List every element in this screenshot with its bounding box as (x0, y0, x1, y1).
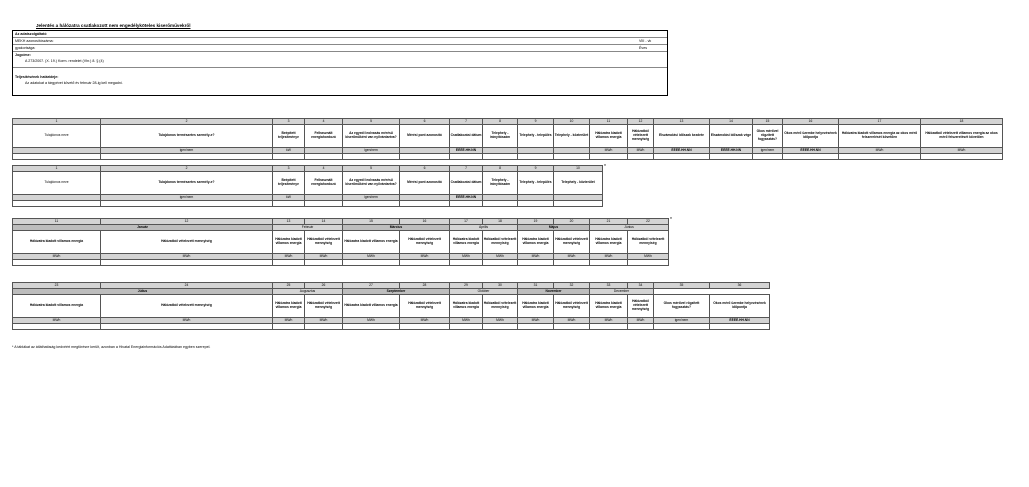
input-cell[interactable] (654, 154, 710, 160)
column-header: Hálózatból vételezett mennyiség (628, 231, 669, 254)
column-number: 1 (13, 166, 101, 172)
input-cell[interactable] (450, 201, 483, 207)
unit-cell: MWh (483, 254, 518, 260)
column-number: 26 (305, 283, 343, 289)
column-header: Hálózatra kiadott villamos energia (450, 231, 483, 254)
column-number: 34 (628, 283, 654, 289)
column-header: Hálózatból vételezett mennyiség (101, 295, 273, 318)
input-cell[interactable] (305, 201, 343, 207)
month-label: Június (590, 225, 669, 231)
table-monthly-h2 (12, 282, 770, 330)
input-cell[interactable] (101, 201, 273, 207)
column-number: 21 (590, 219, 628, 225)
column-header: Tulajdonos neve (13, 172, 101, 195)
input-cell[interactable] (483, 324, 518, 330)
input-cell[interactable] (518, 154, 554, 160)
column-header: Hálózatra kiadott villamos energia (518, 295, 554, 318)
unit-cell: ÉÉÉÉ.HH.NN (654, 148, 710, 154)
column-number: 16 (783, 119, 839, 125)
footnote: * A táblákat az átláthatóság kedvéért megtörésre került, azonban a Hivatal Energiainformációs Adattárában egyben szerepel. (12, 345, 211, 349)
column-number: 32 (554, 283, 590, 289)
column-header: Hálózatból vételezett mennyiség (628, 125, 654, 148)
deadline-label: Teljesítésének határideje: (15, 75, 59, 79)
column-number: 9 (518, 166, 554, 172)
unit-cell: MWh (273, 254, 305, 260)
input-cell[interactable] (921, 154, 1003, 160)
input-cell[interactable] (101, 260, 273, 266)
input-cell[interactable] (783, 154, 839, 160)
column-header: Telephely - irányítószám (483, 172, 518, 195)
month-label: Február (273, 225, 343, 231)
column-header: Okos mérővel rögzített fogyasztás? (654, 295, 710, 318)
unit-cell: MWh (305, 254, 343, 260)
column-number: 6 (400, 166, 450, 172)
unit-cell: MWh (590, 254, 628, 260)
input-cell[interactable] (305, 154, 343, 160)
column-header: Az egyedi leolvasás mérésű kiserőműként van nyilvántartva? (343, 125, 400, 148)
column-header: Beépített teljesítménye (273, 125, 305, 148)
unit-cell: igen/nem (343, 195, 400, 201)
input-cell[interactable] (400, 260, 450, 266)
month-label: Szeptember (343, 289, 450, 295)
input-cell[interactable] (400, 324, 450, 330)
unit-cell: ÉÉÉÉ.HH.NN (783, 148, 839, 154)
column-header: Telephely - közterület (554, 125, 590, 148)
input-cell[interactable] (273, 154, 305, 160)
column-header: Hálózatra kiadott villamos energia (273, 231, 305, 254)
header-row (13, 231, 669, 254)
column-header: Hálózatból vételezett mennyiség (554, 295, 590, 318)
column-header: Hálózatból vételezett mennyiség (400, 231, 450, 254)
unit-cell: MWh (450, 254, 483, 260)
input-cell[interactable] (343, 324, 400, 330)
input-cell[interactable] (400, 201, 450, 207)
column-header: Felhasznált energiahordozó (305, 172, 343, 195)
column-header: Tulajdonos neve (13, 125, 101, 148)
column-header: Mérési pont azonosító (400, 125, 450, 148)
unit-cell: MWh (450, 318, 483, 324)
input-row (13, 154, 1003, 160)
unit-cell: MWh (590, 318, 628, 324)
input-cell[interactable] (13, 324, 101, 330)
unit-cell: ÉÉÉÉ.HH.NN (710, 318, 770, 324)
unit-cell: kW (273, 148, 305, 154)
month-label: December (590, 289, 654, 295)
column-number: 22 (628, 219, 669, 225)
input-row (13, 260, 669, 266)
mekh-value: VIII - vk (639, 38, 652, 43)
footnote-marker: * (604, 164, 606, 170)
unit-cell: MWh (101, 254, 273, 260)
column-header: Hálózatból vételezett mennyiség (400, 295, 450, 318)
unit-cell: igen/nem (101, 195, 273, 201)
unit-cell: MWh (590, 148, 628, 154)
input-cell[interactable] (101, 154, 273, 160)
column-number: 15 (753, 119, 783, 125)
column-header: Hálózatra kiadott villamos energia (13, 231, 101, 254)
column-header: Csatlakozási dátum (450, 172, 483, 195)
unit-cell: kW (273, 195, 305, 201)
column-header: Hálózatra kiadott villamos energia (590, 125, 628, 148)
unit-cell: MWh (13, 318, 101, 324)
column-number: 4 (305, 166, 343, 172)
header-row (13, 125, 1003, 148)
column-number: 15 (343, 219, 400, 225)
column-number: 13 (654, 119, 710, 125)
month-label: Július (13, 289, 273, 295)
input-cell[interactable] (628, 324, 654, 330)
section-label: Az adatszolgáltató (15, 32, 47, 36)
column-header: Mérési pont azonosító (400, 172, 450, 195)
column-header: Az egyedi leolvasás mérésű kiserőműként van nyilvántartva? (343, 172, 400, 195)
column-number: 13 (273, 219, 305, 225)
input-cell[interactable] (554, 324, 590, 330)
input-cell[interactable] (710, 154, 753, 160)
column-number: 10 (554, 119, 590, 125)
input-cell[interactable] (554, 201, 603, 207)
column-header: Csatlakozási dátum (450, 125, 483, 148)
column-number: 8 (483, 119, 518, 125)
column-number: 17 (450, 219, 483, 225)
column-number: 35 (654, 283, 710, 289)
column-number: 27 (343, 283, 400, 289)
input-cell[interactable] (273, 260, 305, 266)
input-cell[interactable] (343, 154, 400, 160)
column-number: 5 (343, 119, 400, 125)
month-label: Október (450, 289, 518, 295)
column-header: Hálózatra kiadott villamos energia (518, 231, 554, 254)
input-cell[interactable] (400, 154, 450, 160)
legal-label: Jogcíme: (15, 52, 31, 57)
column-number: 33 (590, 283, 628, 289)
input-cell[interactable] (13, 201, 101, 207)
page-title: Jelentés a hálózatra csatlakozott nem engedélyköteles kiserőművekről (36, 23, 191, 28)
input-cell[interactable] (273, 201, 305, 207)
column-number: 20 (554, 219, 590, 225)
month-label: Április (450, 225, 518, 231)
column-number: 7 (450, 166, 483, 172)
column-header: Tulajdonos természetes személy-e? (101, 172, 273, 195)
column-header: Okos mérő üzembe helyezésének időpontja (783, 125, 839, 148)
column-number: 24 (101, 283, 273, 289)
unit-cell: MWh (518, 254, 554, 260)
column-number: 1 (13, 119, 101, 125)
input-cell[interactable] (554, 260, 590, 266)
column-number: 6 (400, 119, 450, 125)
column-header: Elszámolási időszak kezdete (654, 125, 710, 148)
column-header: Okos mérővel rögzített fogyasztás? (753, 125, 783, 148)
unit-cell: MWh (343, 254, 400, 260)
column-number: 2 (101, 166, 273, 172)
unit-cell: MWh (305, 318, 343, 324)
unit-cell: ÉÉÉÉ.HH.NN (710, 148, 753, 154)
input-cell[interactable] (590, 154, 628, 160)
input-cell[interactable] (450, 260, 483, 266)
month-label: November (518, 289, 590, 295)
column-header: Hálózatból vételezett mennyiség (305, 295, 343, 318)
unit-cell: igen/nem (753, 148, 783, 154)
month-label: Január (13, 225, 273, 231)
month-label: Május (518, 225, 590, 231)
column-header: Hálózatra kiadott villamos energia (273, 295, 305, 318)
column-number: 14 (305, 219, 343, 225)
input-cell[interactable] (554, 154, 590, 160)
unit-cell: MWh (13, 254, 101, 260)
input-row (13, 324, 770, 330)
column-number: 25 (273, 283, 305, 289)
unit-cell: MWh (839, 148, 921, 154)
column-header: Telephely - irányítószám (483, 125, 518, 148)
column-number: 36 (710, 283, 770, 289)
unit-cell: igen/nem (654, 318, 710, 324)
input-cell[interactable] (483, 260, 518, 266)
column-number: 3 (273, 166, 305, 172)
input-cell[interactable] (590, 260, 628, 266)
column-header: Hálózatra kiadott villamos energia (450, 295, 483, 318)
column-number: 31 (518, 283, 554, 289)
month-label: Augusztus (273, 289, 343, 295)
unit-cell: MWh (554, 318, 590, 324)
column-header: Hálózatra kiadott villamos energia (13, 295, 101, 318)
column-number: 5 (343, 166, 400, 172)
unit-cell: MWh (101, 318, 273, 324)
input-cell[interactable] (343, 201, 400, 207)
column-number: 8 (483, 166, 518, 172)
column-header: Hálózatból vételezett mennyiség (554, 231, 590, 254)
column-header: Hálózatból vételezett mennyiség (628, 295, 654, 318)
column-number: 3 (273, 119, 305, 125)
column-number: 19 (518, 219, 554, 225)
column-number: 4 (305, 119, 343, 125)
column-number: 16 (400, 219, 450, 225)
column-header: Felhasznált energiahordozó (305, 125, 343, 148)
unit-cell: MWh (343, 318, 400, 324)
input-cell[interactable] (450, 324, 483, 330)
input-row (13, 201, 603, 207)
column-header: Hálózatból vételezett mennyiség (483, 295, 518, 318)
column-header: Hálózatra kiadott villamos energia (590, 295, 628, 318)
input-cell[interactable] (305, 324, 343, 330)
column-header: Telephely - település (518, 172, 554, 195)
column-header: Beépített teljesítménye (273, 172, 305, 195)
footnote-marker: * (670, 217, 672, 223)
unit-cell: MWh (273, 318, 305, 324)
header-row (13, 295, 770, 318)
column-number: 11 (590, 119, 628, 125)
month-label: Március (343, 225, 450, 231)
input-cell[interactable] (101, 324, 273, 330)
unit-cell: MWh (628, 254, 669, 260)
legal-text: A 273/2007. (X. 19.) Korm. rendelet (Vhr.) 8. § (4) (25, 59, 104, 63)
input-cell[interactable] (753, 154, 783, 160)
input-cell[interactable] (518, 324, 554, 330)
input-cell[interactable] (628, 260, 669, 266)
column-header: Hálózatból vételezett mennyiség (305, 231, 343, 254)
column-number: 7 (450, 119, 483, 125)
input-cell[interactable] (839, 154, 921, 160)
unit-cell: MWh (400, 254, 450, 260)
input-cell[interactable] (518, 201, 554, 207)
column-number: 30 (483, 283, 518, 289)
column-number: 10 (554, 166, 603, 172)
input-cell[interactable] (343, 260, 400, 266)
unit-cell: ÉÉÉÉ.HH.NN (450, 148, 483, 154)
input-cell[interactable] (710, 324, 770, 330)
column-header: Hálózatból vételezett mennyiség (101, 231, 273, 254)
column-header: Hálózatból vételezett mennyiség (483, 231, 518, 254)
column-number: 18 (921, 119, 1003, 125)
input-cell[interactable] (654, 324, 710, 330)
input-cell[interactable] (483, 201, 518, 207)
column-number: 12 (628, 119, 654, 125)
column-number: 28 (400, 283, 450, 289)
input-cell[interactable] (13, 260, 101, 266)
input-cell[interactable] (305, 260, 343, 266)
column-header: Okos mérő üzembe helyezésének időpontja (710, 295, 770, 318)
column-number: 17 (839, 119, 921, 125)
freq-value: Éves (639, 45, 647, 50)
input-cell[interactable] (590, 324, 628, 330)
unit-cell: MWh (483, 318, 518, 324)
header-row (13, 172, 603, 195)
unit-cell: MWh (628, 148, 654, 154)
unit-cell: MWh (554, 254, 590, 260)
unit-cell: MWh (518, 318, 554, 324)
mekh-label: MEKH azonosítószáma: (15, 38, 54, 43)
column-number: 29 (450, 283, 483, 289)
column-header: Tulajdonos természetes személy-e? (101, 125, 273, 148)
column-number: 14 (710, 119, 753, 125)
table-monthly-h1 (12, 218, 669, 266)
column-number: 12 (101, 219, 273, 225)
input-cell[interactable] (273, 324, 305, 330)
column-header: Hálózatra kiadott villamos energia az okos mérő felszerelését követően (839, 125, 921, 148)
unit-cell: MWh (921, 148, 1003, 154)
input-cell[interactable] (518, 260, 554, 266)
header-box (12, 30, 668, 96)
unit-cell: igen/nem (101, 148, 273, 154)
input-cell[interactable] (628, 154, 654, 160)
column-number: 9 (518, 119, 554, 125)
input-cell[interactable] (13, 154, 101, 160)
table-annual (12, 118, 1003, 160)
input-cell[interactable] (450, 154, 483, 160)
freq-label: gyakorisága: (15, 45, 36, 50)
column-header: Telephely - település (518, 125, 554, 148)
column-number: 18 (483, 219, 518, 225)
column-number: 2 (101, 119, 273, 125)
deadline-text: Az adatokat a tárgyévet követő év február 28-ig kell megadni. (25, 81, 123, 85)
table-plant-data (12, 165, 603, 207)
column-header: Hálózatra kiadott villamos energia (343, 231, 400, 254)
column-header: Hálózatra kiadott villamos energia (590, 231, 628, 254)
column-header: Hálózatra kiadott villamos energia (343, 295, 400, 318)
unit-cell: MWh (628, 318, 654, 324)
column-number: 11 (13, 219, 101, 225)
column-header: Telephely - közterület (554, 172, 603, 195)
input-cell[interactable] (483, 154, 518, 160)
unit-cell: ÉÉÉÉ.HH.NN (450, 195, 483, 201)
column-header: Hálózatból vételezett villamos energia az okos mérő felszerelését követően (921, 125, 1003, 148)
unit-cell: igen/nem (343, 148, 400, 154)
unit-cell: MWh (400, 318, 450, 324)
column-header: Elszámolási időszak vége (710, 125, 753, 148)
column-number: 23 (13, 283, 101, 289)
